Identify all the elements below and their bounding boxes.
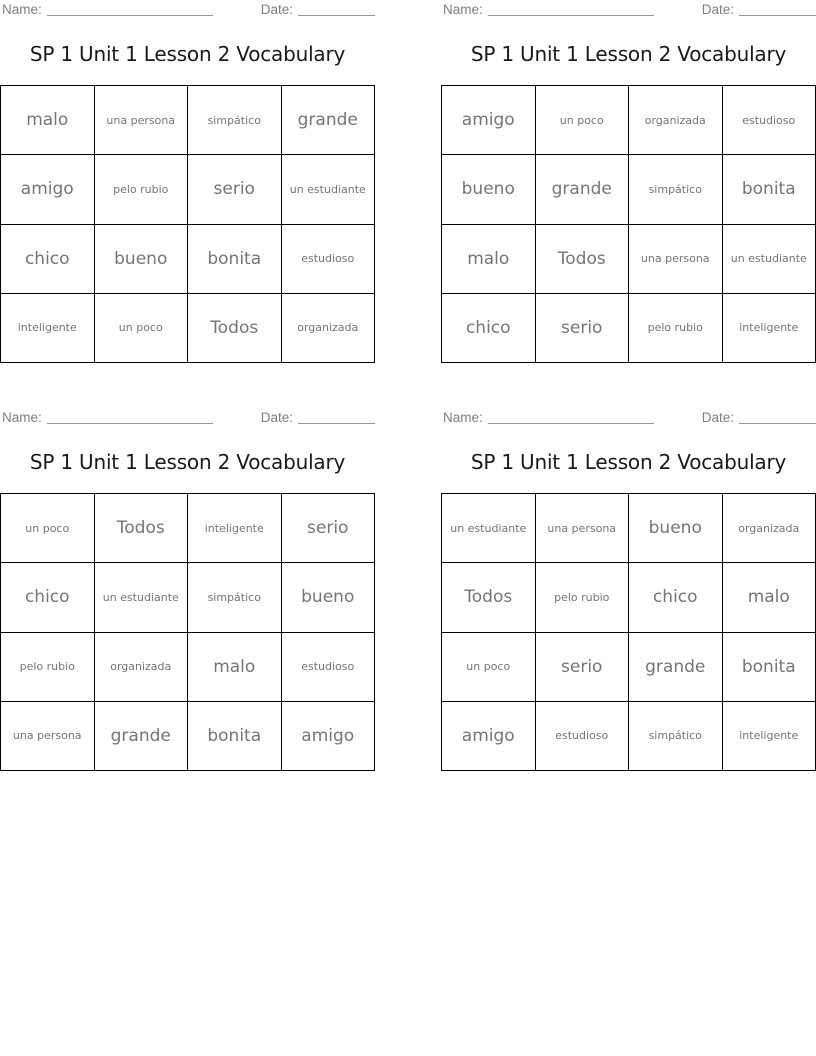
bingo-cell: amigo	[442, 701, 536, 770]
bingo-cell: estudioso	[281, 224, 375, 293]
bingo-row	[1, 293, 375, 362]
bingo-cell: simpático	[629, 701, 723, 770]
date-blank-line	[298, 15, 375, 16]
name-blank-line	[47, 15, 213, 16]
bingo-cell: organizada	[722, 494, 816, 563]
bingo-cell: amigo	[1, 155, 95, 224]
bingo-cell: pelo rubio	[1, 632, 95, 701]
bingo-cell: Todos	[535, 224, 629, 293]
card-header	[2, 2, 375, 17]
date-field	[261, 410, 375, 425]
card-title: SP 1 Unit 1 Lesson 2 Vocabulary	[29, 450, 346, 474]
bingo-cell: bonita	[722, 632, 816, 701]
bingo-cell: bonita	[188, 224, 282, 293]
bingo-card-4	[441, 408, 816, 774]
bingo-cell: chico	[629, 563, 723, 632]
bingo-cell: malo	[722, 563, 816, 632]
bingo-cell: simpático	[188, 86, 282, 155]
bingo-cell: inteligente	[722, 293, 816, 362]
bingo-cell: estudioso	[722, 86, 816, 155]
bingo-row	[442, 563, 816, 632]
bingo-cell: bueno	[281, 563, 375, 632]
bingo-cell: Todos	[94, 494, 188, 563]
date-label: Date:	[701, 2, 734, 17]
bingo-cell: grande	[629, 632, 723, 701]
name-label: Name:	[2, 410, 42, 425]
bingo-cell: un poco	[535, 86, 629, 155]
bingo-cell: amigo	[442, 86, 536, 155]
bingo-cell: pelo rubio	[629, 293, 723, 362]
bingo-cell: organizada	[281, 293, 375, 362]
date-blank-line	[298, 423, 375, 424]
bingo-row	[442, 494, 816, 563]
bingo-row	[1, 563, 375, 632]
bingo-row	[1, 155, 375, 224]
bingo-cell: chico	[442, 293, 536, 362]
bingo-row	[442, 224, 816, 293]
name-blank-line	[488, 423, 654, 424]
bingo-cell: organizada	[94, 632, 188, 701]
bingo-cell: chico	[1, 563, 95, 632]
bingo-row	[1, 86, 375, 155]
bingo-row	[1, 701, 375, 770]
bingo-cell: grande	[535, 155, 629, 224]
bingo-cell: una persona	[1, 701, 95, 770]
bingo-cell: organizada	[629, 86, 723, 155]
date-label: Date:	[701, 410, 734, 425]
bingo-card-2	[441, 0, 816, 366]
bingo-cell: serio	[281, 494, 375, 563]
bingo-cell: bonita	[722, 155, 816, 224]
bingo-grid	[441, 85, 816, 363]
bingo-cell: un estudiante	[722, 224, 816, 293]
date-label: Date:	[260, 410, 293, 425]
name-blank-line	[488, 15, 654, 16]
bingo-cell: bueno	[94, 224, 188, 293]
bingo-cell: bonita	[188, 701, 282, 770]
bingo-cell: un poco	[94, 293, 188, 362]
date-field	[702, 2, 816, 17]
name-label: Name:	[2, 2, 42, 17]
bingo-cell: pelo rubio	[535, 563, 629, 632]
card-title: SP 1 Unit 1 Lesson 2 Vocabulary	[470, 450, 787, 474]
bingo-cell: una persona	[629, 224, 723, 293]
bingo-cell: malo	[1, 86, 95, 155]
bingo-cell: un estudiante	[442, 494, 536, 563]
name-field	[443, 410, 654, 425]
card-header	[443, 2, 816, 17]
bingo-card-1	[0, 0, 375, 366]
date-label: Date:	[260, 2, 293, 17]
bingo-cell: bueno	[629, 494, 723, 563]
bingo-cell: serio	[535, 632, 629, 701]
name-field	[2, 2, 213, 17]
bingo-cell: serio	[535, 293, 629, 362]
bingo-row	[442, 701, 816, 770]
bingo-cell: grande	[281, 86, 375, 155]
name-field	[2, 410, 213, 425]
bingo-cell: amigo	[281, 701, 375, 770]
bingo-row	[442, 293, 816, 362]
bingo-cell: bueno	[442, 155, 536, 224]
bingo-grid	[0, 85, 375, 363]
bingo-cell: malo	[442, 224, 536, 293]
name-field	[443, 2, 654, 17]
bingo-cell: Todos	[188, 293, 282, 362]
bingo-card-3	[0, 408, 375, 774]
bingo-cell: malo	[188, 632, 282, 701]
name-blank-line	[47, 423, 213, 424]
bingo-cell: un poco	[1, 494, 95, 563]
bingo-cell: Todos	[442, 563, 536, 632]
card-title: SP 1 Unit 1 Lesson 2 Vocabulary	[29, 42, 346, 66]
bingo-cell: una persona	[94, 86, 188, 155]
bingo-cell: estudioso	[281, 632, 375, 701]
bingo-cell: simpático	[629, 155, 723, 224]
bingo-cell: inteligente	[722, 701, 816, 770]
bingo-cell: un poco	[442, 632, 536, 701]
bingo-cell: inteligente	[1, 293, 95, 362]
bingo-cell: un estudiante	[94, 563, 188, 632]
bingo-cell: una persona	[535, 494, 629, 563]
bingo-cell: grande	[94, 701, 188, 770]
bingo-cell: chico	[1, 224, 95, 293]
bingo-cell: serio	[188, 155, 282, 224]
name-label: Name:	[443, 2, 483, 17]
bingo-row	[442, 632, 816, 701]
bingo-cell: un estudiante	[281, 155, 375, 224]
bingo-cell: inteligente	[188, 494, 282, 563]
date-field	[261, 2, 375, 17]
bingo-row	[1, 224, 375, 293]
bingo-row	[1, 632, 375, 701]
card-header	[443, 410, 816, 425]
date-blank-line	[739, 423, 816, 424]
bingo-grid	[0, 493, 375, 771]
card-header	[2, 410, 375, 425]
bingo-row	[1, 494, 375, 563]
name-label: Name:	[443, 410, 483, 425]
date-field	[702, 410, 816, 425]
bingo-cell: estudioso	[535, 701, 629, 770]
bingo-cell: pelo rubio	[94, 155, 188, 224]
bingo-cell: simpático	[188, 563, 282, 632]
bingo-row	[442, 155, 816, 224]
bingo-row	[442, 86, 816, 155]
bingo-grid	[441, 493, 816, 771]
date-blank-line	[739, 15, 816, 16]
card-title: SP 1 Unit 1 Lesson 2 Vocabulary	[470, 42, 787, 66]
